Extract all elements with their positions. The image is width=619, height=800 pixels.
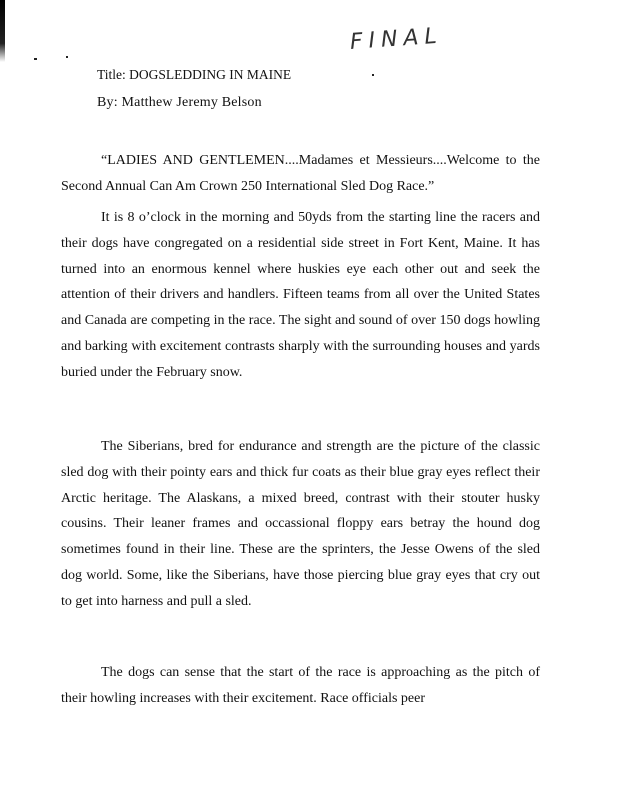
handwritten-final-mark: FINAL: [349, 23, 444, 55]
paragraph-2: [61, 205, 540, 386]
paragraph-text: The dogs can sense that the start of the race is approaching as the pitch of their howling increases with their excitement. Race officials peer: [61, 665, 540, 706]
scan-speck: [66, 56, 68, 58]
paragraph-text: “LADIES AND GENTLEMEN....Madames et Messieurs....Welcome to the Second Annual Can Am Crown 250 International Sled Dog Race.”: [61, 153, 540, 194]
paragraph-3: [61, 434, 540, 615]
scan-speck: [34, 58, 37, 60]
document-title: Title: DOGSLEDDING IN MAINE: [97, 67, 292, 82]
scan-speck: [372, 74, 374, 76]
author-byline: By: Matthew Jeremy Belson: [97, 95, 262, 110]
paragraph-1: [61, 148, 540, 200]
paragraph-4: [61, 660, 540, 712]
scan-edge-shadow: [0, 0, 5, 62]
paragraph-text: It is 8 o’clock in the morning and 50yds from the starting line the racers and their dogs have congregated on a residential side street in Fort Kent, Maine. It has turned into an enormous kennel where huskies eye each other out and seek the attention of their drivers and handlers. Fifteen teams from all over the United States and Canada are competing in the race. The sight and sound of over 150 dogs howling and barking with excitement contrasts sharply with the surrounding houses and yards buried under the February snow.: [61, 210, 540, 380]
paragraph-text: The Siberians, bred for endurance and strength are the picture of the classic sled dog with their pointy ears and thick fur coats as their blue gray eyes reflect their Arctic heritage. The Alaskans, a mixed breed, contrast with their stouter husky cousins. Their leaner frames and occassional floppy ears betray the hound dog sometimes found in their line. These are the sprinters, the Jesse Owens of the sled dog world. Some, like the Siberians, have those piercing blue gray eyes that cry out to get into harness and pull a sled.: [61, 439, 540, 609]
